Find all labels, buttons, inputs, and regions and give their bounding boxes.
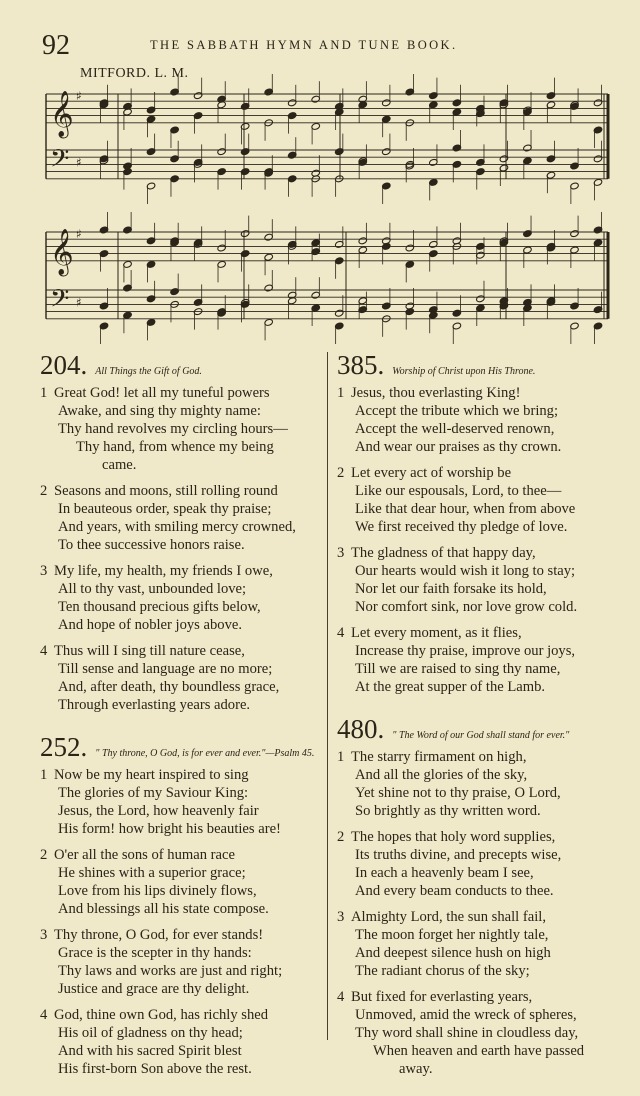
verse-line (337, 580, 619, 598)
verse-text: Nor comfort sink, nor love grow cold. (355, 599, 578, 615)
verse-line (40, 1024, 322, 1042)
verse-number: 2 (337, 465, 345, 481)
verse-text: Now be my heart inspired to sing (54, 767, 249, 783)
svg-text:♯: ♯ (76, 155, 82, 170)
verse-text: Thy word shall shine in cloudless day, (355, 1025, 579, 1041)
verse-text: And every beam conducts to thee. (355, 883, 554, 899)
verse-line (40, 420, 322, 438)
verse-text: And blessings all his state compose. (58, 901, 269, 917)
svg-text:♯: ♯ (76, 295, 82, 310)
verse-text: Ten thousand precious gifts below, (58, 599, 261, 615)
verse-text: Thy hand revolves my circling hours— (58, 421, 288, 437)
verse-text: Great God! let all my tuneful powers (54, 385, 270, 401)
hymn-number: 480. (337, 714, 385, 744)
verse-line (337, 420, 619, 438)
verse (40, 926, 322, 998)
svg-text:𝄢: 𝄢 (50, 284, 70, 320)
verse-number: 2 (40, 483, 48, 499)
verse-text: Accept the well-deserved renown, (355, 421, 555, 437)
verse (337, 624, 619, 696)
verse-text: Increase thy praise, improve our joys, (355, 643, 576, 659)
verse-line (40, 642, 322, 660)
verse-text: His first-born Son above the rest. (58, 1061, 252, 1077)
verse-line (337, 908, 619, 926)
svg-text:𝄢: 𝄢 (50, 144, 70, 180)
verse-line (40, 864, 322, 882)
verse-line (337, 562, 619, 580)
verse-text: O'er all the sons of human race (54, 847, 235, 863)
verse-text: His form! how bright his beauties are! (58, 821, 281, 837)
verse-number: 1 (337, 749, 345, 765)
verse-text: When heaven and earth have passed (373, 1043, 585, 1059)
verse-line (337, 962, 619, 980)
verse-line (337, 660, 619, 678)
verse-line (40, 820, 322, 838)
verse-text: Unmoved, amid the wreck of spheres, (355, 1007, 577, 1023)
verse-text: And deepest silence hush on high (355, 945, 551, 961)
verse-line (337, 766, 619, 784)
page-number: 92 (42, 30, 70, 61)
hymn-header (337, 350, 619, 380)
verse-text: God, thine own God, has richly shed (54, 1007, 269, 1023)
verse-number: 4 (40, 1007, 48, 1023)
verse-text: We first received thy pledge of love. (355, 519, 568, 535)
verse-text: Like our espousals, Lord, to thee— (355, 483, 562, 499)
verse (337, 748, 619, 820)
verse-number: 1 (40, 767, 48, 783)
verse-line (40, 802, 322, 820)
verse (337, 828, 619, 900)
verse-text: And with his sacred Spirit blest (58, 1043, 242, 1059)
hymn (40, 732, 322, 1078)
verse-text: Thus will I sing till nature cease, (54, 643, 245, 659)
tune-title: MITFORD. L. M. (80, 66, 189, 81)
hymn-subtitle: All Things the Gift of God. (95, 366, 202, 377)
verse-text: The hopes that holy word supplies, (351, 829, 556, 845)
verse (40, 1006, 322, 1078)
verse-line (337, 384, 619, 402)
verse-list (40, 766, 322, 1078)
verse-number: 4 (337, 989, 345, 1005)
verse-text: Through everlasting years adore. (58, 697, 251, 713)
hymn-subtitle: Worship of Christ upon His Throne. (392, 366, 536, 377)
verse-line (337, 482, 619, 500)
verse-line (40, 766, 322, 784)
left-column (40, 350, 322, 1096)
verse-line (40, 1006, 322, 1024)
verse-text: Thy throne, O God, for ever stands! (54, 927, 264, 943)
verse-line (40, 784, 322, 802)
verse-line (40, 402, 322, 420)
verse (337, 464, 619, 536)
verse-text: So brightly as thy written word. (355, 803, 541, 819)
verse-number: 3 (40, 563, 48, 579)
verse-line (40, 1042, 322, 1060)
verse-line (40, 536, 322, 554)
column-divider (327, 352, 328, 1040)
verse-number: 1 (337, 385, 345, 401)
verse-line (337, 464, 619, 482)
hymn (337, 714, 619, 1078)
verse-text: To thee successive honors raise. (58, 537, 245, 553)
verse-text: Till sense and language are no more; (58, 661, 273, 677)
verse-text: Jesus, thou everlasting King! (351, 385, 521, 401)
verse-text: came. (102, 457, 137, 473)
verse-line (40, 384, 322, 402)
verse-line (337, 846, 619, 864)
verse-line (40, 562, 322, 580)
verse-text: Nor let our faith forsake its hold, (355, 581, 547, 597)
verse-line (337, 544, 619, 562)
verse-line (337, 1024, 619, 1042)
verse-line (337, 944, 619, 962)
svg-text:♯: ♯ (76, 89, 82, 103)
verse-line (40, 500, 322, 518)
verse-text: The glories of my Saviour King: (58, 785, 249, 801)
hymn-subtitle: " Thy throne, O God, is for ever and ever."—Psalm 45. (95, 748, 315, 759)
verse-text: Let every moment, as it flies, (351, 625, 522, 641)
verse-line (40, 846, 322, 864)
verse-text: And, after death, thy boundless grace, (58, 679, 280, 695)
verse-number: 4 (337, 625, 345, 641)
verse-text: The gladness of that happy day, (351, 545, 536, 561)
verse-text: away. (399, 1061, 433, 1077)
verse-line (40, 518, 322, 536)
verse-text: Grace is the scepter in thy hands: (58, 945, 252, 961)
hymn-number: 204. (40, 350, 88, 380)
music-score (0, 0, 640, 345)
verse-list (337, 748, 619, 1078)
verse (40, 642, 322, 714)
verse-line (40, 482, 322, 500)
verse-number: 3 (337, 545, 345, 561)
verse (337, 988, 619, 1078)
verse-line (40, 438, 322, 456)
verse-line (337, 518, 619, 536)
verse-text: Thy hand, from whence my being (76, 439, 274, 455)
verse (40, 384, 322, 474)
verse-number: 2 (337, 829, 345, 845)
verse-line (337, 1060, 619, 1078)
verse-text: At the great supper of the Lamb. (355, 679, 546, 695)
verse-text: The moon forget her nightly tale, (355, 927, 549, 943)
verse-text: But fixed for everlasting years, (351, 989, 533, 1005)
hymn-number: 385. (337, 350, 385, 380)
right-column (337, 350, 619, 1096)
verse-line (337, 828, 619, 846)
verse-line (337, 598, 619, 616)
verse-text: Like that dear hour, when from above (355, 501, 576, 517)
verse-line (337, 402, 619, 420)
verse-text: And years, with smiling mercy crowned, (58, 519, 296, 535)
verse-text: He shines with a superior grace; (58, 865, 246, 881)
verse-text: In beauteous order, speak thy praise; (58, 501, 272, 517)
verse-line (337, 802, 619, 820)
verse-list (40, 384, 322, 714)
verse-line (337, 988, 619, 1006)
running-title: THE SABBATH HYMN AND TUNE BOOK. (150, 38, 458, 52)
verse-number: 3 (40, 927, 48, 943)
verse-line (40, 678, 322, 696)
verse-line (40, 980, 322, 998)
verse-text: His oil of gladness on thy head; (58, 1025, 243, 1041)
verse (40, 766, 322, 838)
verse-line (337, 624, 619, 642)
verse-text: Jesus, the Lord, how heavenly fair (58, 803, 259, 819)
verse-line (337, 784, 619, 802)
verse-line (337, 438, 619, 456)
verse (337, 384, 619, 456)
verse-text: All to thy vast, unbounded love; (58, 581, 247, 597)
verse (40, 482, 322, 554)
verse-line (40, 696, 322, 714)
verse-text: Yet shine not to thy praise, O Lord, (355, 785, 561, 801)
svg-text:𝄞: 𝄞 (50, 90, 74, 137)
verse-number: 2 (40, 847, 48, 863)
hymn (337, 350, 619, 696)
hymn-header (40, 732, 322, 762)
verse-line (337, 642, 619, 660)
verse-line (40, 456, 322, 474)
hymn-header (40, 350, 322, 380)
verse-line (40, 660, 322, 678)
hymn-header (337, 714, 619, 744)
verse-line (40, 882, 322, 900)
verse-text: Till we are raised to sing thy name, (355, 661, 561, 677)
verse-text: Accept the tribute which we bring; (355, 403, 559, 419)
verse-list (337, 384, 619, 696)
verse (40, 562, 322, 634)
verse-line (337, 882, 619, 900)
verse-text: Awake, and sing thy mighty name: (58, 403, 261, 419)
verse-text: Love from his lips divinely flows, (58, 883, 257, 899)
verse-line (337, 1006, 619, 1024)
verse-text: And all the glories of the sky, (355, 767, 528, 783)
hymn-subtitle: " The Word of our God shall stand for ever." (392, 730, 570, 741)
verse-text: Seasons and moons, still rolling round (54, 483, 278, 499)
verse-text: The radiant chorus of the sky; (355, 963, 530, 979)
verse (337, 908, 619, 980)
verse-line (337, 678, 619, 696)
verse-line (40, 616, 322, 634)
verse-line (40, 900, 322, 918)
verse-text: Thy laws and works are just and right; (58, 963, 283, 979)
hymn-number: 252. (40, 732, 88, 762)
verse-line (40, 598, 322, 616)
verse-number: 1 (40, 385, 48, 401)
svg-text:♯: ♯ (76, 227, 82, 241)
verse-text: The starry firmament on high, (351, 749, 527, 765)
verse-line (337, 926, 619, 944)
verse-number: 3 (337, 909, 345, 925)
hymn (40, 350, 322, 714)
verse-text: And hope of nobler joys above. (58, 617, 243, 633)
verse-text: In each a heavenly beam I see, (355, 865, 534, 881)
svg-text:𝄞: 𝄞 (50, 228, 74, 275)
verse-text: Its truths divine, and precepts wise, (355, 847, 562, 863)
verse-text: Justice and grace are thy delight. (58, 981, 250, 997)
verse-text: My life, my health, my friends I owe, (54, 563, 273, 579)
verse-line (337, 748, 619, 766)
verse-number: 4 (40, 643, 48, 659)
verse-text: Our hearts would wish it long to stay; (355, 563, 576, 579)
verse-line (40, 580, 322, 598)
verse-line (337, 1042, 619, 1060)
verse-line (40, 926, 322, 944)
verse-line (337, 500, 619, 518)
verse-line (40, 962, 322, 980)
verse (337, 544, 619, 616)
verse (40, 846, 322, 918)
verse-text: And wear our praises as thy crown. (355, 439, 562, 455)
verse-text: Almighty Lord, the sun shall fail, (351, 909, 546, 925)
verse-line (40, 1060, 322, 1078)
verse-line (40, 944, 322, 962)
verse-line (337, 864, 619, 882)
verse-text: Let every act of worship be (351, 465, 512, 481)
